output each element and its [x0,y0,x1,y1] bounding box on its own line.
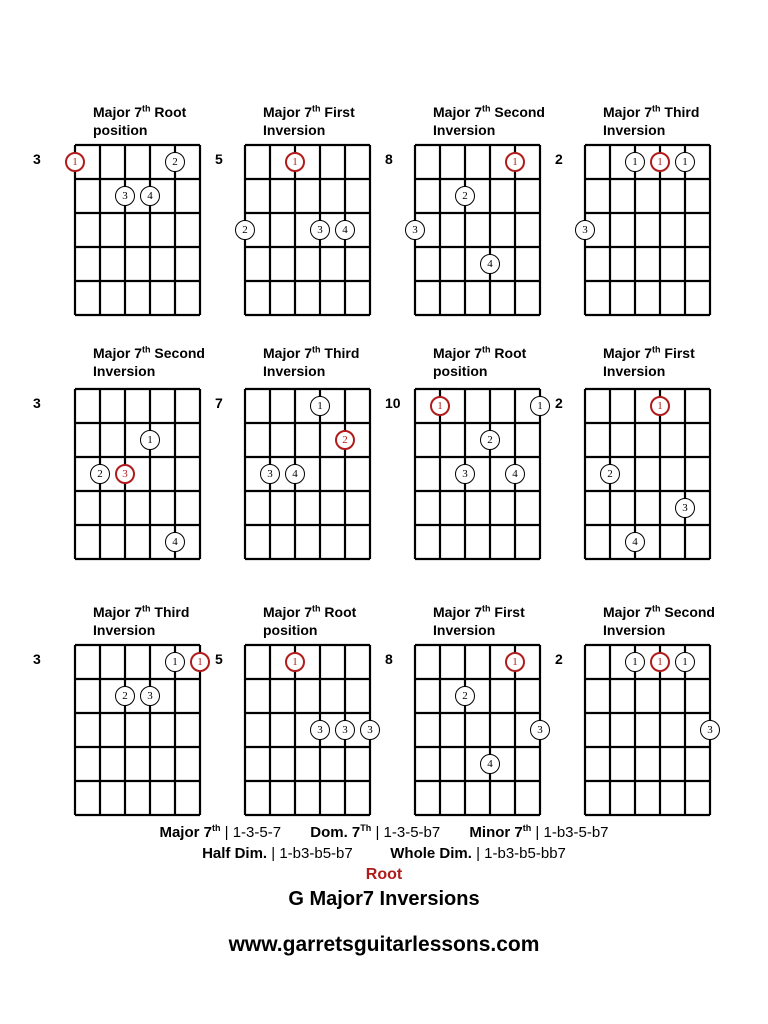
legend-dom7-sup: Th [360,823,372,833]
diagram-title-line2: position [263,622,318,638]
legend-dom7-name: Dom. 7 [310,824,361,841]
diagram-title-line2: Inversion [263,363,326,379]
diagram-title-suffix: First [490,604,525,620]
page-title: G Major7 Inversions [288,888,480,910]
finger-dot: 3 [675,498,695,518]
root-finger-dot: 1 [505,652,525,672]
diagram-title-line2: Inversion [603,622,666,638]
legend-maj7-formula: | 1-3-5-7 [220,824,282,841]
legend-min7-name: Minor 7 [469,824,523,841]
finger-dot: 1 [140,430,160,450]
diagram-title-line2: Inversion [433,622,496,638]
finger-dot: 3 [575,220,595,240]
fret-number-label: 10 [385,395,401,411]
finger-dot: 1 [310,396,330,416]
diagram-title-line2: position [93,122,148,138]
finger-dot: 1 [625,652,645,672]
fret-number-label: 2 [555,151,563,167]
root-legend-label: Root [365,866,403,883]
finger-dot: 3 [310,220,330,240]
fret-number-label: 5 [215,151,223,167]
diagram-title-main: Major 7 [263,104,313,120]
finger-dot: 2 [455,686,475,706]
diagram-title-suffix: Third [320,345,360,361]
finger-dot: 2 [455,186,475,206]
website-url: www.garretsguitarlessons.com [228,933,540,956]
diagram-title-sup: th [142,603,151,614]
fretboard-grid [583,143,712,317]
finger-dot: 4 [285,464,305,484]
fretboard-grid [583,643,712,817]
diagram-title [263,344,359,380]
fret-number-label: 3 [33,151,41,167]
diagram-title [433,603,525,639]
root-finger-dot: 1 [65,152,85,172]
finger-dot: 4 [480,754,500,774]
diagram-title-sup: th [652,103,661,114]
diagram-title [433,344,526,380]
diagram-title-main: Major 7 [263,345,313,361]
fret-number-label: 5 [215,651,223,667]
fret-number-label: 8 [385,151,393,167]
diagram-title-suffix: First [320,104,355,120]
root-finger-dot: 1 [650,652,670,672]
diagram-title-suffix: Root [490,345,527,361]
legend-row-2 [0,845,768,862]
root-finger-dot: 1 [285,152,305,172]
diagram-title-suffix: Root [150,104,187,120]
finger-dot: 4 [505,464,525,484]
finger-dot: 3 [530,720,550,740]
root-finger-dot: 1 [285,652,305,672]
finger-dot: 3 [700,720,720,740]
diagram-title-suffix: Second [150,345,205,361]
root-finger-dot: 2 [335,430,355,450]
fret-number-label: 8 [385,651,393,667]
finger-dot: 3 [405,220,425,240]
diagram-title-sup: th [482,103,491,114]
legend-maj7-name: Major 7 [159,824,212,841]
finger-dot: 3 [310,720,330,740]
diagram-title-main: Major 7 [93,345,143,361]
legend-min7-formula: | 1-b3-5-b7 [531,824,609,841]
finger-dot: 1 [675,652,695,672]
legend-dom7-formula: | 1-3-5-b7 [371,824,441,841]
finger-dot: 3 [335,720,355,740]
fret-number-label: 2 [555,651,563,667]
finger-dot: 4 [625,532,645,552]
finger-dot: 3 [140,686,160,706]
finger-dot: 3 [260,464,280,484]
diagram-title-sup: th [652,603,661,614]
finger-dot: 4 [165,532,185,552]
diagram-title [603,344,695,380]
diagram-title-line2: Inversion [263,122,326,138]
diagram-title [263,103,355,139]
diagram-title-main: Major 7 [433,604,483,620]
diagram-title-main: Major 7 [433,345,483,361]
finger-dot: 1 [675,152,695,172]
diagram-title-main: Major 7 [93,604,143,620]
diagram-title-line2: Inversion [433,122,496,138]
fretboard-grid [413,643,542,817]
finger-dot: 4 [140,186,160,206]
diagram-title [433,103,545,139]
finger-dot: 1 [165,652,185,672]
fretboard-grid [73,643,202,817]
diagram-title-sup: th [482,344,491,355]
diagram-title-main: Major 7 [603,345,653,361]
legend-min7-sup: th [522,823,532,833]
fretboard-grid [413,143,542,317]
root-finger-dot: 1 [650,396,670,416]
diagram-title-sup: th [312,103,321,114]
legend-whole-dim-name: Whole Dim. [390,845,472,862]
diagram-title-main: Major 7 [263,604,313,620]
diagram-title-suffix: Third [660,104,700,120]
legend-half-dim-name: Half Dim. [202,845,268,862]
diagram-title-sup: th [312,603,321,614]
diagram-title-suffix: Third [150,604,190,620]
finger-dot: 2 [90,464,110,484]
diagram-title-suffix: Root [320,604,357,620]
legend-whole-dim-formula: | 1-b3-b5-bb7 [471,845,566,862]
diagram-title-line2: Inversion [603,122,666,138]
legend-maj7-sup: th [211,823,221,833]
root-finger-dot: 3 [115,464,135,484]
fret-number-label: 3 [33,651,41,667]
diagram-title-main: Major 7 [93,104,143,120]
fretboard-grid [73,143,202,317]
diagram-title-main: Major 7 [433,104,483,120]
fret-number-label: 2 [555,395,563,411]
finger-dot: 4 [335,220,355,240]
diagram-title-suffix: Second [660,604,715,620]
diagram-title [263,603,356,639]
legend-row-1 [0,823,768,841]
diagram-title-sup: th [652,344,661,355]
diagram-title [603,603,715,639]
root-finger-dot: 1 [650,152,670,172]
diagram-title-line2: Inversion [603,363,666,379]
diagram-title [93,344,205,380]
fret-number-label: 3 [33,395,41,411]
finger-dot: 3 [360,720,380,740]
root-finger-dot: 1 [190,652,210,672]
finger-dot: 3 [455,464,475,484]
diagram-title-line2: Inversion [93,363,156,379]
root-finger-dot: 1 [430,396,450,416]
finger-dot: 3 [115,186,135,206]
diagram-title [93,103,186,139]
diagram-title-sup: th [142,103,151,114]
finger-dot: 2 [115,686,135,706]
diagram-title [93,603,189,639]
finger-dot: 2 [600,464,620,484]
diagram-title-line2: Inversion [93,622,156,638]
fret-number-label: 7 [215,395,223,411]
diagram-title-sup: th [312,344,321,355]
finger-dot: 4 [480,254,500,274]
diagram-title-suffix: Second [490,104,545,120]
diagram-title-suffix: First [660,345,695,361]
finger-dot: 2 [480,430,500,450]
diagram-title-main: Major 7 [603,604,653,620]
finger-dot: 1 [625,152,645,172]
diagram-title [603,103,699,139]
finger-dot: 2 [235,220,255,240]
finger-dot: 1 [530,396,550,416]
diagram-title-main: Major 7 [603,104,653,120]
diagram-title-sup: th [482,603,491,614]
diagram-title-sup: th [142,344,151,355]
finger-dot: 2 [165,152,185,172]
root-finger-dot: 1 [505,152,525,172]
legend-half-dim-formula: | 1-b3-b5-b7 [267,845,353,862]
diagram-title-line2: position [433,363,488,379]
